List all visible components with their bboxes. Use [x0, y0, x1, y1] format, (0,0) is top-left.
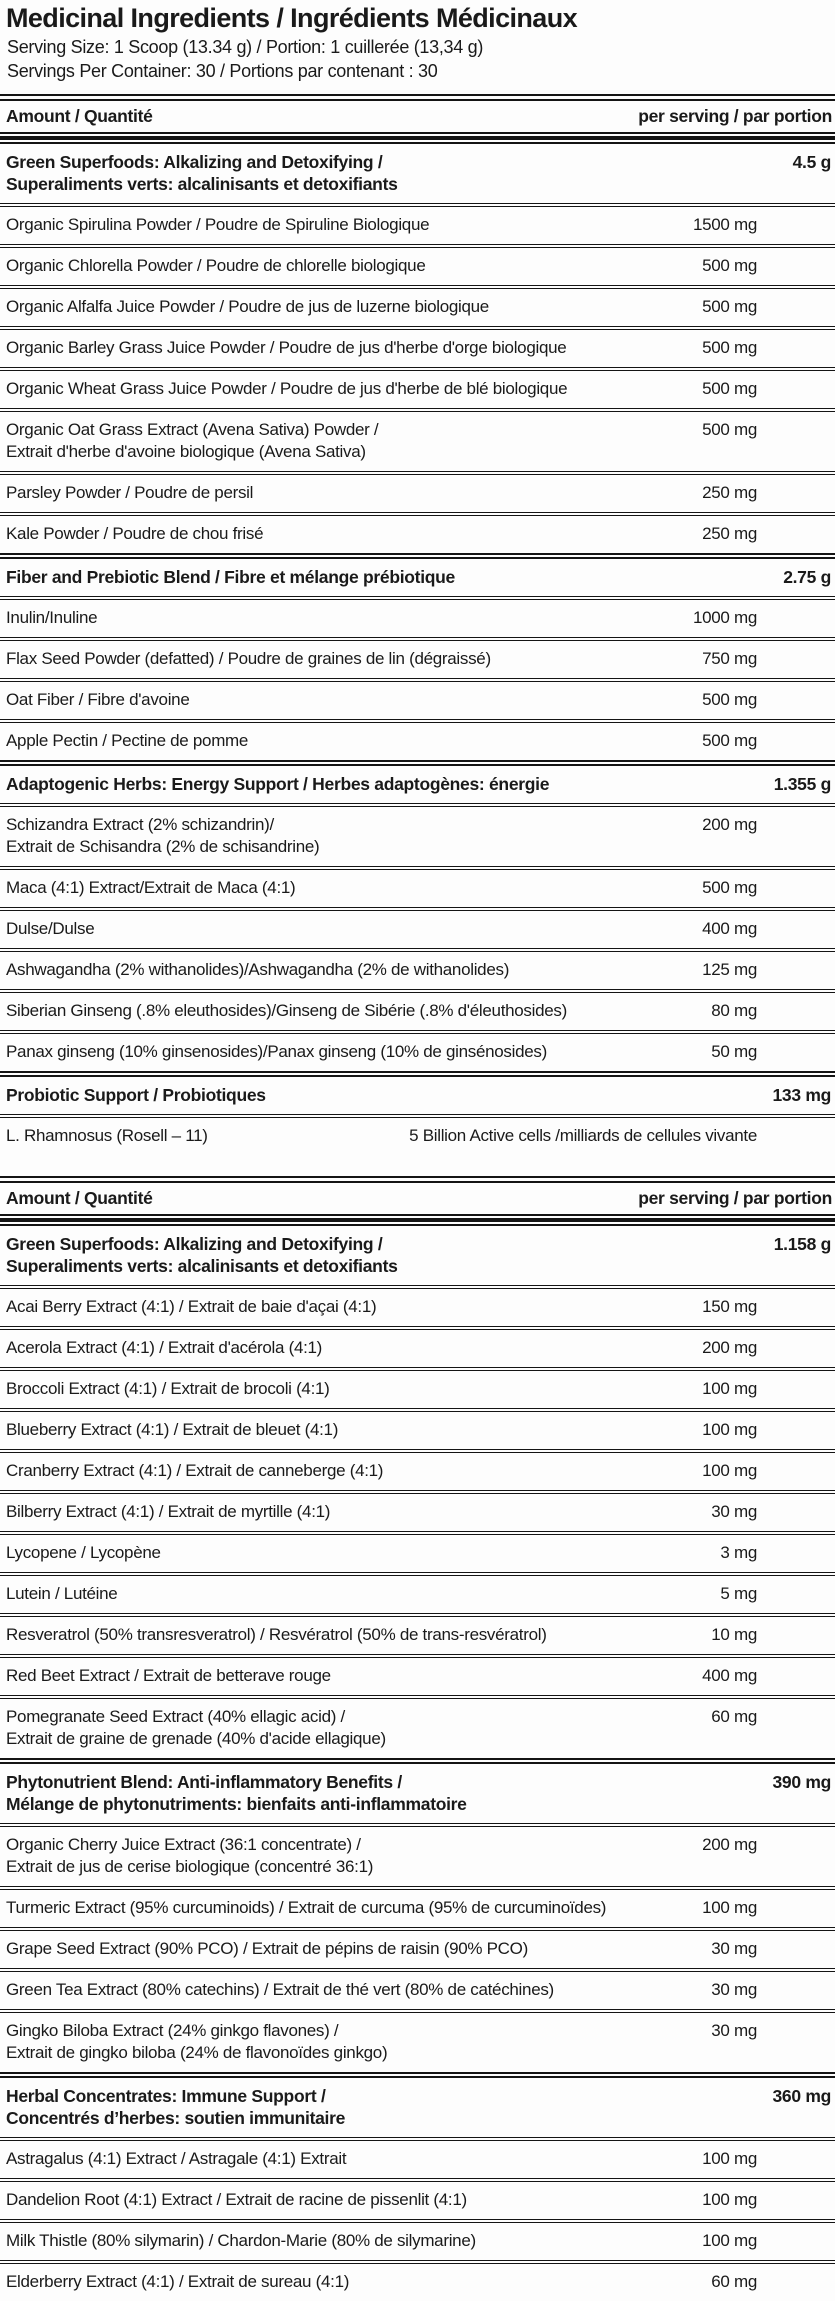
ingredient-row	[0, 1968, 835, 2009]
ingredient-name-line: Green Superfoods: Alkalizing and Detoxifying /	[6, 1234, 383, 1254]
ingredient-row	[0, 1613, 835, 1654]
ingredient-name-line: Green Superfoods: Alkalizing and Detoxifying /	[6, 152, 383, 172]
ingredient-name-line: Herbal Concentrates: Immune Support /	[6, 2086, 326, 2106]
ingredient-name	[6, 1084, 772, 1106]
ingredient-name-line: Red Beet Extract / Extrait de betterave rouge	[6, 1666, 331, 1685]
ingredient-name-line: Superaliments verts: alcalinisants et detoxifiants	[6, 174, 398, 194]
amount-value: 1000 mg	[692, 608, 757, 627]
ingredient-name	[6, 482, 702, 504]
ingredient-name-line: Inulin/Inuline	[6, 608, 98, 627]
amount-value: 10 mg	[711, 1625, 757, 1644]
amount-value: 2.75 g	[783, 567, 831, 587]
amount-value: 1.158 g	[773, 1234, 831, 1254]
table-header-row	[0, 94, 835, 138]
section-row	[0, 1220, 835, 1285]
ingredient-row	[0, 1408, 835, 1449]
ingredient-row	[0, 1449, 835, 1490]
amount-value: 500 mg	[702, 256, 757, 275]
ingredient-row	[0, 2009, 835, 2072]
ingredient-row	[0, 1326, 835, 1367]
ingredient-name-line: Flax Seed Powder (defatted) / Poudre de graines de lin (dégraissé)	[6, 649, 491, 668]
amount-value: 500 mg	[702, 297, 757, 316]
ingredient-name-line: Organic Wheat Grass Juice Powder / Poudre de jus d'herbe de blé biologique	[6, 379, 568, 398]
ingredient-name	[6, 1979, 711, 2001]
ingredient-row	[0, 1367, 835, 1408]
ingredient-row	[0, 1285, 835, 1326]
ingredient-row	[0, 1654, 835, 1695]
ingredient-name	[6, 1460, 702, 1482]
ingredient-name	[6, 689, 702, 711]
ingredient-name	[6, 1419, 702, 1441]
table-header-row	[0, 1176, 835, 1220]
ingredient-name	[6, 1296, 702, 1318]
amount-value: 5 Billion Active cells /milliards de cellules vivante	[409, 1126, 757, 1145]
ingredient-name-line: Cranberry Extract (4:1) / Extrait de canneberge (4:1)	[6, 1461, 384, 1480]
ingredient-name-line: Organic Cherry Juice Extract (36:1 concentrate) /	[6, 1835, 361, 1854]
amount-value: 500 mg	[702, 690, 757, 709]
ingredient-name-line: Gingko Biloba Extract (24% ginkgo flavones) /	[6, 2021, 339, 2040]
ingredient-row	[0, 244, 835, 285]
ingredient-name-line: Superaliments verts: alcalinisants et detoxifiants	[6, 1256, 398, 1276]
ingredient-name-line: Organic Oat Grass Extract (Avena Sativa) Powder /	[6, 420, 379, 439]
ingredient-name	[6, 296, 702, 318]
ingredient-name	[6, 1542, 720, 1564]
ingredient-name	[6, 877, 702, 899]
ingredient-row	[0, 1695, 835, 1758]
ingredient-name	[6, 1233, 774, 1277]
ingredient-name	[6, 151, 793, 195]
servings-per-container-text: Servings Per Container: 30 / Portions par contenant : 30	[7, 61, 438, 81]
section-row	[0, 2072, 835, 2137]
ingredient-row	[0, 866, 835, 907]
ingredient-name-line: Dulse/Dulse	[6, 919, 95, 938]
ingredient-row	[0, 512, 835, 553]
amount-value: 3 mg	[720, 1543, 757, 1562]
ingredient-row	[0, 596, 835, 637]
ingredient-name	[6, 1125, 409, 1147]
amount-value: 133 mg	[772, 1085, 831, 1105]
amount-value: 200 mg	[702, 815, 757, 834]
section-row	[0, 553, 835, 596]
amount-value: 60 mg	[711, 2272, 757, 2291]
ingredient-name	[6, 1834, 702, 1878]
ingredient-row	[0, 2178, 835, 2219]
ingredient-name-line: Schizandra Extract (2% schizandrin)/	[6, 815, 274, 834]
amount-value: 390 mg	[772, 1772, 831, 1792]
ingredient-row	[0, 1572, 835, 1613]
amount-value: 30 mg	[711, 1939, 757, 1958]
ingredient-name	[6, 2085, 772, 2129]
ingredient-row	[0, 367, 835, 408]
ingredient-name-line: Extrait d'herbe d'avoine biologique (Avena Sativa)	[6, 442, 366, 461]
ingredient-row	[0, 1531, 835, 1572]
ingredient-name-line: Organic Spirulina Powder / Poudre de Spiruline Biologique	[6, 215, 430, 234]
amount-value: 5 mg	[720, 1584, 757, 1603]
ingredient-row	[0, 2137, 835, 2178]
amount-value: 60 mg	[711, 1707, 757, 1726]
amount-value: 250 mg	[702, 483, 757, 502]
amount-value: 500 mg	[702, 379, 757, 398]
amount-value: 500 mg	[702, 878, 757, 897]
ingredient-row	[0, 203, 835, 244]
section-row	[0, 1071, 835, 1114]
ingredient-name-line: Astragalus (4:1) Extract / Astragale (4:1) Extrait	[6, 2149, 347, 2168]
amount-value: 30 mg	[711, 1980, 757, 1999]
ingredient-name-line: Kale Powder / Poudre de chou frisé	[6, 524, 264, 543]
ingredient-name-line: Extrait de Schisandra (2% de schisandrine)	[6, 837, 320, 856]
amount-value: 50 mg	[711, 1042, 757, 1061]
ingredient-name	[6, 2230, 702, 2252]
ingredient-row	[0, 1886, 835, 1927]
amount-value: 100 mg	[702, 1379, 757, 1398]
ingredient-name	[6, 1000, 711, 1022]
ingredient-name	[6, 648, 702, 670]
ingredient-row	[0, 803, 835, 866]
ingredient-name-line: Acai Berry Extract (4:1) / Extrait de baie d'açai (4:1)	[6, 1297, 377, 1316]
amount-value: 1500 mg	[692, 215, 757, 234]
ingredient-row	[0, 285, 835, 326]
amount-value: 400 mg	[702, 1666, 757, 1685]
ingredient-name-line: Probiotic Support / Probiotiques	[6, 1085, 266, 1105]
ingredient-name	[6, 1501, 711, 1523]
ingredient-name-line: Grape Seed Extract (90% PCO) / Extrait de pépins de raisin (90% PCO)	[6, 1939, 528, 1958]
amount-value: 200 mg	[702, 1338, 757, 1357]
ingredient-name-line: Extrait de gingko biloba (24% de flavonoïdes ginkgo)	[6, 2043, 388, 2062]
ingredient-name-line: Milk Thistle (80% silymarin) / Chardon-Marie (80% de silymarine)	[6, 2231, 476, 2250]
ingredient-name-line: L. Rhamnosus (Rosell – 11)	[6, 1126, 208, 1145]
ingredient-row	[0, 326, 835, 367]
ingredient-name	[6, 214, 693, 236]
ingredient-name-line: Pomegranate Seed Extract (40% ellagic acid) /	[6, 1707, 345, 1726]
ingredient-name	[6, 1897, 702, 1919]
ingredient-name	[6, 814, 702, 858]
ingredient-row	[0, 719, 835, 760]
ingredient-name-line: Blueberry Extract (4:1) / Extrait de bleuet (4:1)	[6, 1420, 339, 1439]
ingredient-name	[6, 1706, 711, 1750]
ingredient-name-line: Acerola Extract (4:1) / Extrait d'acérola (4:1)	[6, 1338, 323, 1357]
ingredient-name-line: Fiber and Prebiotic Blend / Fibre et mélange prébiotique	[6, 567, 455, 587]
amount-value: 100 mg	[702, 1461, 757, 1480]
section-row	[0, 760, 835, 803]
ingredient-name	[6, 773, 774, 795]
amount-value: 250 mg	[702, 524, 757, 543]
amount-value: 100 mg	[702, 1898, 757, 1917]
ingredient-name	[6, 2020, 711, 2064]
ingredient-name	[6, 419, 702, 463]
ingredient-name	[6, 1665, 702, 1687]
section-row	[0, 138, 835, 203]
ingredient-name-line: Siberian Ginseng (.8% eleuthosides)/Ginseng de Sibérie (.8% d'éleuthosides)	[6, 1001, 567, 1020]
ingredient-name	[6, 378, 702, 400]
amount-value: 100 mg	[702, 1420, 757, 1439]
ingredient-name-line: Broccoli Extract (4:1) / Extrait de brocoli (4:1)	[6, 1379, 330, 1398]
ingredient-row	[0, 989, 835, 1030]
column-header-amount: Amount / Quantité	[6, 1188, 153, 1208]
ingredient-name	[6, 2148, 702, 2170]
amount-value: 500 mg	[702, 338, 757, 357]
ingredient-name	[6, 959, 702, 981]
ingredient-name	[6, 1583, 720, 1605]
amount-value: 200 mg	[702, 1835, 757, 1854]
ingredient-row	[0, 1030, 835, 1071]
ingredient-name-line: Resveratrol (50% transresveratrol) / Resvératrol (50% de trans-resvératrol)	[6, 1625, 547, 1644]
column-header-amount: Amount / Quantité	[6, 106, 153, 126]
ingredient-name-line: Lutein / Lutéine	[6, 1584, 118, 1603]
ingredient-name	[6, 730, 702, 752]
ingredient-name	[6, 1771, 772, 1815]
amount-value: 4.5 g	[792, 152, 831, 172]
ingredient-name	[6, 337, 702, 359]
section-row	[0, 1758, 835, 1823]
ingredient-name-line: Oat Fiber / Fibre d'avoine	[6, 690, 190, 709]
amount-value: 100 mg	[702, 2190, 757, 2209]
ingredient-name-line: Extrait de jus de cerise biologique (concentré 36:1)	[6, 1857, 374, 1876]
ingredient-row	[0, 637, 835, 678]
ingredient-name-line: Concentrés d’herbes: soutien immunitaire	[6, 2108, 346, 2128]
ingredient-name	[6, 607, 693, 629]
ingredient-name-line: Turmeric Extract (95% curcuminoids) / Extrait de curcuma (95% de curcuminoïdes)	[6, 1898, 607, 1917]
ingredient-row	[0, 678, 835, 719]
ingredient-name-line: Dandelion Root (4:1) Extract / Extrait de racine de pissenlit (4:1)	[6, 2190, 467, 2209]
ingredient-name-line: Ashwagandha (2% withanolides)/Ashwagandha (2% de withanolides)	[6, 960, 510, 979]
amount-value: 500 mg	[702, 731, 757, 750]
amount-value: 30 mg	[711, 2021, 757, 2040]
amount-value: 80 mg	[711, 1001, 757, 1020]
ingredient-name-line: Apple Pectin / Pectine de pomme	[6, 731, 249, 750]
ingredient-name	[6, 1938, 711, 1960]
ingredient-row	[0, 1490, 835, 1531]
amount-value: 100 mg	[702, 2231, 757, 2250]
ingredient-row	[0, 2260, 835, 2301]
amount-value: 125 mg	[702, 960, 757, 979]
amount-value: 1.355 g	[773, 774, 831, 794]
ingredient-name-line: Elderberry Extract (4:1) / Extrait de sureau (4:1)	[6, 2272, 350, 2291]
ingredient-name	[6, 523, 702, 545]
page-title: Medicinal Ingredients / Ingrédients Médicinaux	[6, 3, 578, 33]
ingredient-row	[0, 1823, 835, 1886]
amount-value: 360 mg	[772, 2086, 831, 2106]
ingredient-row	[0, 408, 835, 471]
ingredient-name	[6, 255, 702, 277]
ingredient-name-line: Panax ginseng (10% ginsenosides)/Panax ginseng (10% de ginsénosides)	[6, 1042, 547, 1061]
ingredient-name-line: Lycopene / Lycopène	[6, 1543, 161, 1562]
ingredient-row	[0, 907, 835, 948]
ingredient-name-line: Bilberry Extract (4:1) / Extrait de myrtille (4:1)	[6, 1502, 331, 1521]
amount-value: 30 mg	[711, 1502, 757, 1521]
ingredient-name	[6, 2189, 702, 2211]
amount-value: 750 mg	[702, 649, 757, 668]
ingredient-name	[6, 1041, 711, 1063]
ingredient-row	[0, 471, 835, 512]
amount-value: 500 mg	[702, 420, 757, 439]
ingredient-name-line: Mélange de phytonutriments: bienfaits anti-inflammatoire	[6, 1794, 467, 1814]
ingredient-name-line: Parsley Powder / Poudre de persil	[6, 483, 254, 502]
column-header-per-serving: per serving / par portion	[638, 1188, 832, 1208]
ingredient-name	[6, 1624, 711, 1646]
ingredient-name-line: Organic Alfalfa Juice Powder / Poudre de jus de luzerne biologique	[6, 297, 489, 316]
ingredient-name-line: Adaptogenic Herbs: Energy Support / Herbes adaptogènes: énergie	[6, 774, 550, 794]
ingredients-table	[0, 1176, 835, 2301]
ingredient-name-line: Phytonutrient Blend: Anti-inflammatory Benefits /	[6, 1772, 402, 1792]
ingredient-name-line: Extrait de graine de grenade (40% d'acide ellagique)	[6, 1729, 386, 1748]
amount-value: 100 mg	[702, 2149, 757, 2168]
ingredient-name-line: Organic Barley Grass Juice Powder / Poudre de jus d'herbe d'orge biologique	[6, 338, 567, 357]
supplement-facts-label	[0, 3, 835, 2301]
ingredient-row	[0, 1927, 835, 1968]
ingredient-name	[6, 2271, 711, 2293]
column-header-per-serving: per serving / par portion	[638, 106, 832, 126]
ingredient-row	[0, 2219, 835, 2260]
ingredient-name-line: Green Tea Extract (80% catechins) / Extrait de thé vert (80% de catéchines)	[6, 1980, 554, 1999]
ingredient-name-line: Organic Chlorella Powder / Poudre de chlorelle biologique	[6, 256, 426, 275]
amount-value: 400 mg	[702, 919, 757, 938]
amount-value: 150 mg	[702, 1297, 757, 1316]
ingredient-name	[6, 918, 702, 940]
ingredient-row	[0, 1114, 835, 1155]
ingredient-name	[6, 1337, 702, 1359]
serving-size-text: Serving Size: 1 Scoop (13.34 g) / Portion: 1 cuillerée (13,34 g)	[7, 37, 484, 57]
ingredient-name	[6, 566, 783, 588]
ingredient-name	[6, 1378, 702, 1400]
ingredient-tables-container	[0, 94, 835, 2301]
ingredient-name-line: Maca (4:1) Extract/Extrait de Maca (4:1)	[6, 878, 296, 897]
ingredient-row	[0, 948, 835, 989]
ingredients-table	[0, 94, 835, 1155]
